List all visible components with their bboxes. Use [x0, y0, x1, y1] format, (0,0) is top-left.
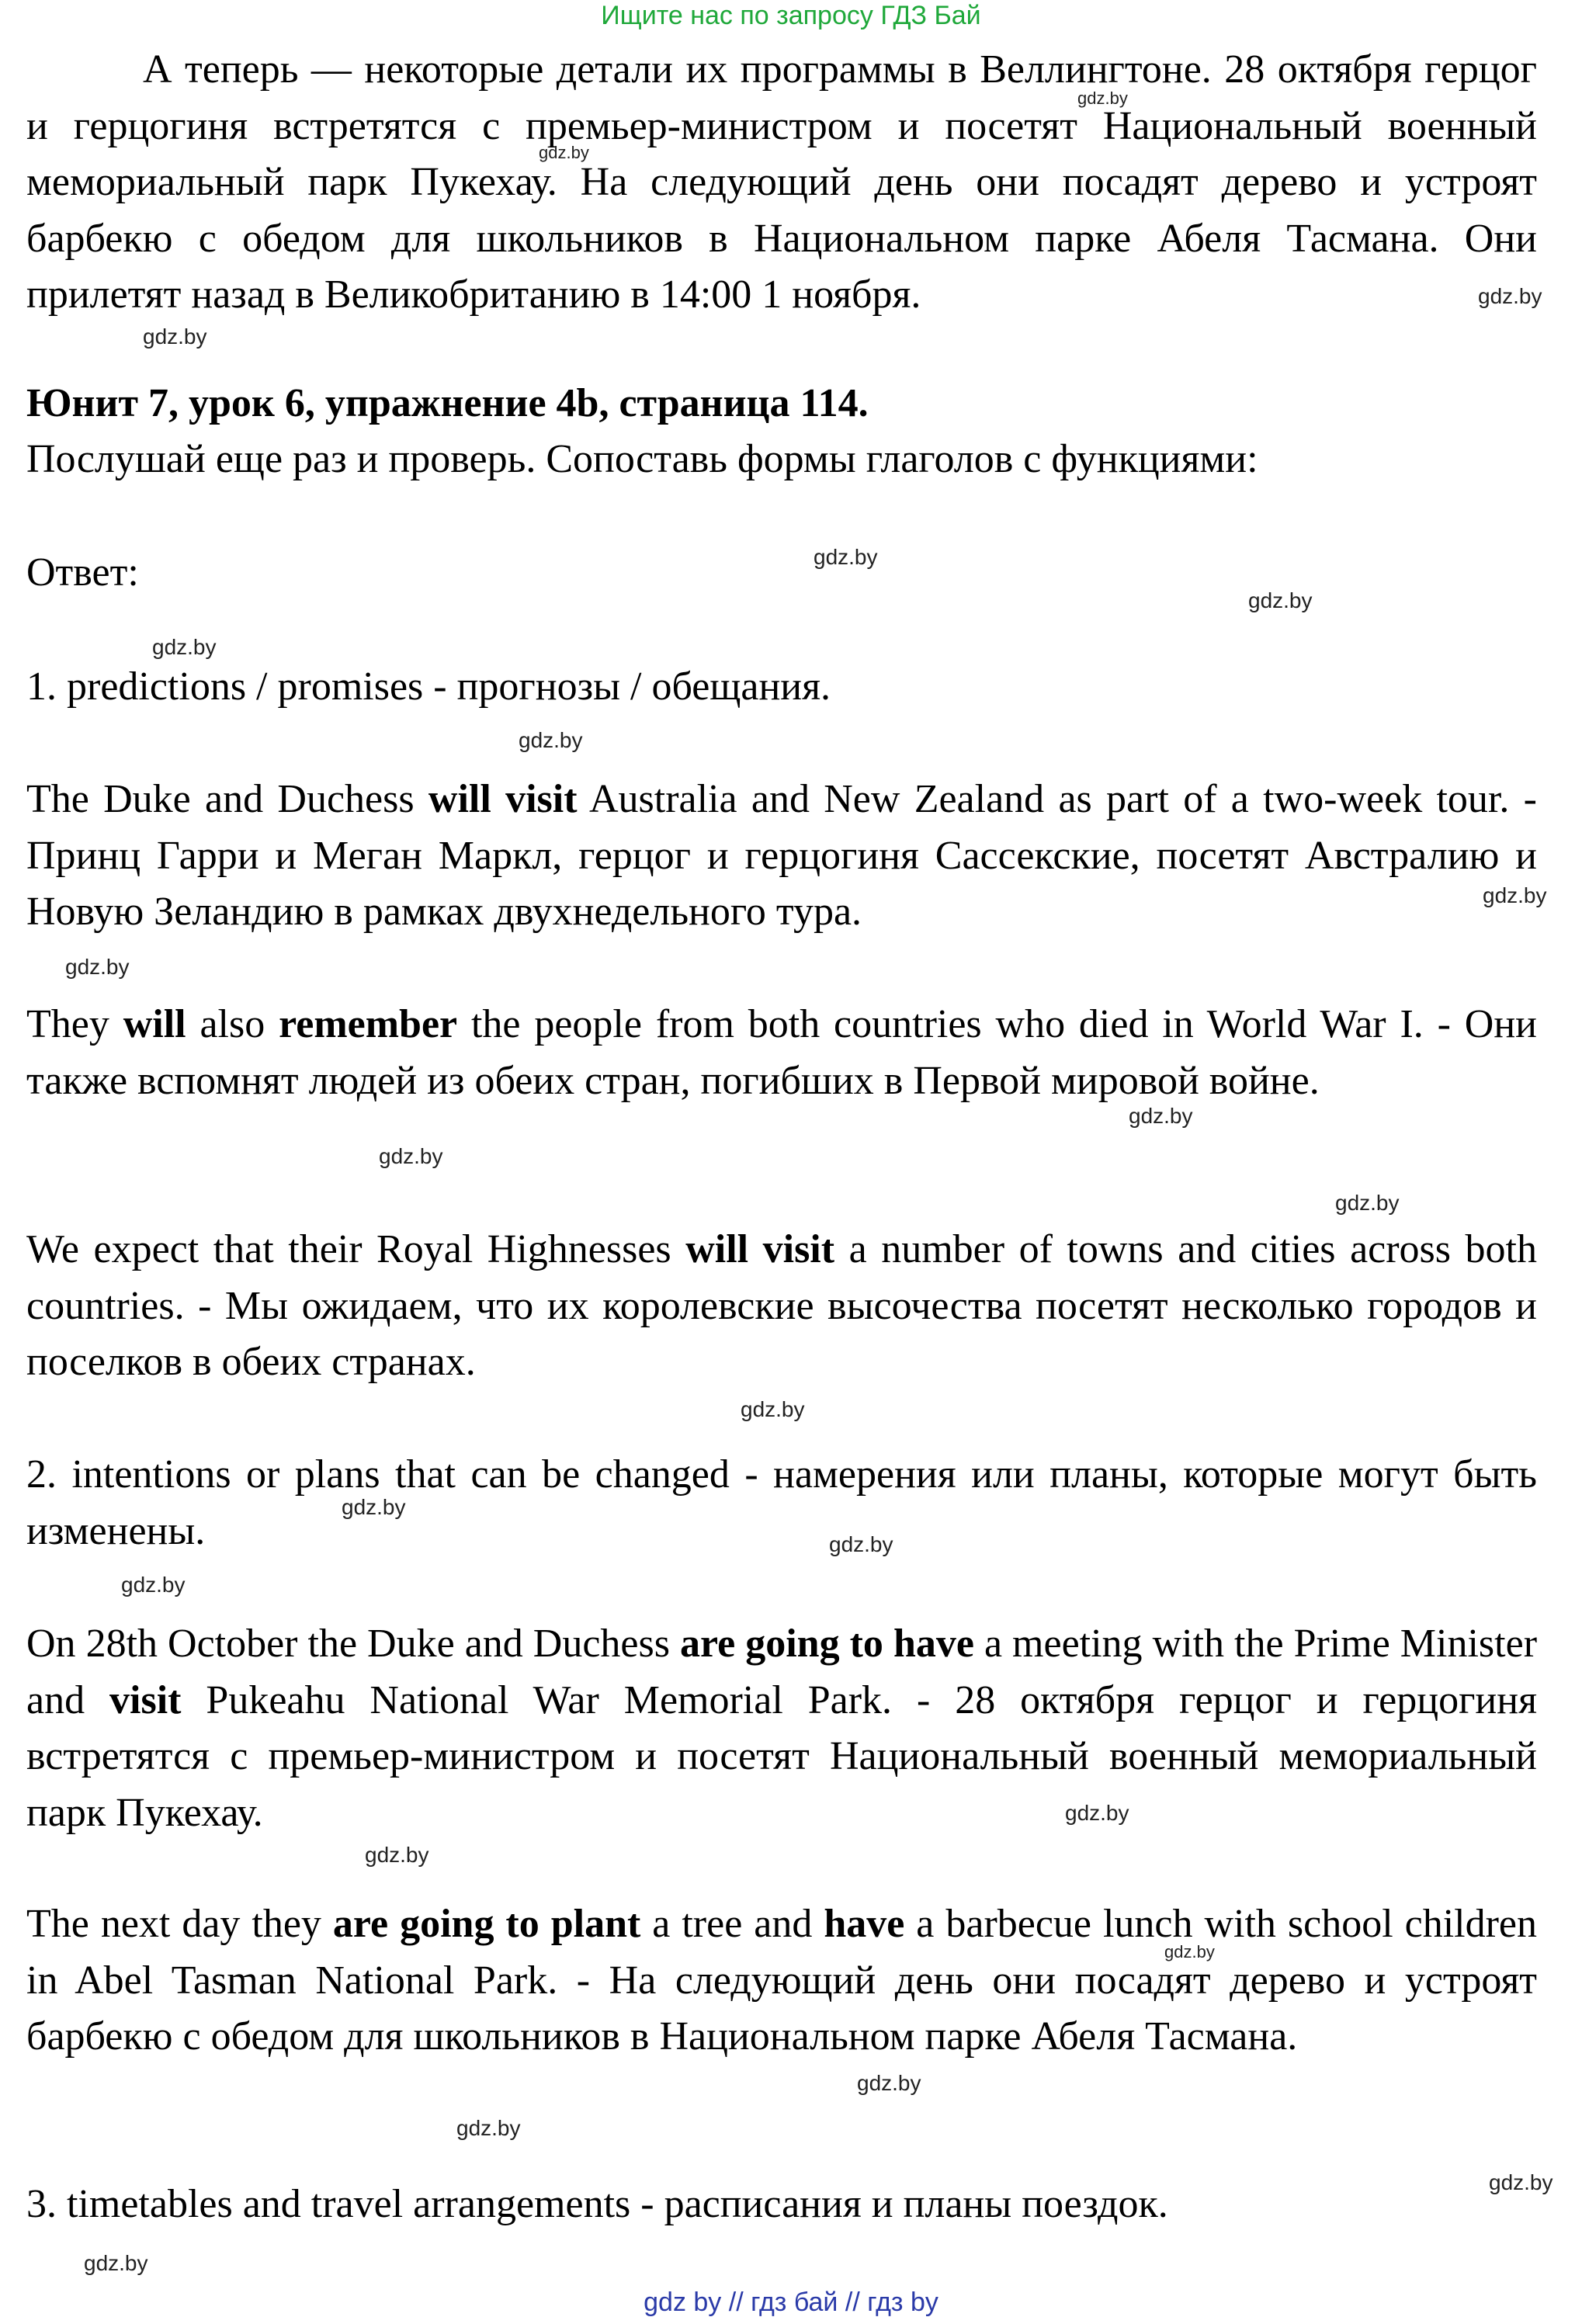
- watermark: gdz.by: [1065, 1801, 1129, 1825]
- watermark: gdz.by: [1077, 88, 1128, 108]
- verb-form: will visit: [428, 777, 578, 821]
- section-1-example-2: They will also remember the people from both countries who died in World War I. - Они также вспомнят людей из обеих стран, погибших в Первой мировой войне.: [26, 1002, 1537, 1103]
- watermark: gdz.by: [65, 955, 130, 979]
- footer-links[interactable]: gdz by // гдз бай // гдз by: [644, 2288, 938, 2317]
- watermark: gdz.by: [84, 2251, 148, 2275]
- watermark: gdz.by: [814, 545, 878, 569]
- answer-label: Ответ:: [26, 550, 139, 595]
- section-2-example-1: On 28th October the Duke and Duchess are going to have a meeting with the Prime Minister and visit Pukeahu National War Memorial Park. - 28 октября герцог и герцогиня встретятся с премьер-министром и посетят Национальный военный мемориальный парк Пукехау.: [26, 1622, 1538, 1835]
- section-2-heading: 2. intentions or plans that can be changed - намерения или планы, которые могут быть изменены.: [26, 1452, 1537, 1553]
- section-3-heading: 3. timetables and travel arrangements - расписания и планы поездок.: [26, 2182, 1168, 2226]
- watermark: gdz.by: [365, 1843, 429, 1867]
- watermark: gdz.by: [1489, 2170, 1553, 2194]
- watermark: gdz.by: [1478, 284, 1542, 308]
- watermark: gdz.by: [1248, 588, 1313, 612]
- verb-form: have: [824, 1902, 905, 1946]
- watermark: gdz.by: [1164, 1942, 1215, 1962]
- watermark: gdz.by: [143, 324, 207, 349]
- exercise-title: Юнит 7, урок 6, упражнение 4b, страница 114.: [26, 381, 869, 425]
- exercise-instruction: Послушай еще раз и проверь. Сопоставь формы глаголов с функциями:: [26, 437, 1258, 481]
- verb-form: will visit: [685, 1227, 835, 1271]
- section-1-heading: 1. predictions / promises - прогнозы / обещания.: [26, 664, 831, 709]
- watermark: gdz.by: [1483, 883, 1547, 907]
- watermark: gdz.by: [857, 2071, 921, 2095]
- intro-paragraph: А теперь — некоторые детали их программы в Веллингтоне. 28 октября герцог и герцогиня встретятся с премьер-министром и посетят Национальный военный мемориальный парк Пукехау. На следующий день они посадят дерево и устроят барбекю с обедом для школьников в Национальном парке Абеля Тасмана. Они прилетят назад в Великобританию в 14:00 1 ноября.: [26, 47, 1537, 317]
- watermark: gdz.by: [519, 728, 583, 752]
- search-banner[interactable]: Ищите нас по запросу ГДЗ Бай: [601, 1, 981, 30]
- verb-form: are going to have: [680, 1622, 974, 1666]
- watermark: gdz.by: [741, 1397, 805, 1421]
- watermark: gdz.by: [342, 1495, 406, 1519]
- section-2-example-2: The next day they are going to plant a tree and have a barbecue lunch with school children in Abel Tasman National Park. - На следующий день они посадят дерево и устроят барбекю с обедом для школьников в Национальном парке Абеля Тасмана.: [26, 1902, 1538, 2059]
- watermark: gdz.by: [1335, 1191, 1400, 1215]
- section-1-example-3: We expect that their Royal Highnesses will visit a number of towns and cities across both countries. - Мы ожидаем, что их королевские высочества посетят несколько городов и поселков в обеих странах.: [26, 1227, 1537, 1384]
- verb-form: visit: [109, 1677, 182, 1722]
- verb-form: are going to plant: [332, 1902, 641, 1946]
- verb-form: will: [123, 1002, 186, 1046]
- watermark: gdz.by: [539, 143, 589, 162]
- watermark: gdz.by: [152, 635, 217, 659]
- watermark: gdz.by: [379, 1144, 443, 1168]
- watermark: gdz.by: [121, 1573, 186, 1597]
- watermark: gdz.by: [829, 1532, 893, 1556]
- section-1-example-1: The Duke and Duchess will visit Australia and New Zealand as part of a two-week tour. - Принц Гарри и Меган Маркл, герцог и герцогиня Сассекские, посетят Австралию и Новую Зеландию в рамках двухнедельного тура.: [26, 777, 1537, 934]
- verb-form: remember: [279, 1002, 458, 1046]
- watermark: gdz.by: [456, 2116, 521, 2140]
- watermark: gdz.by: [1129, 1104, 1193, 1128]
